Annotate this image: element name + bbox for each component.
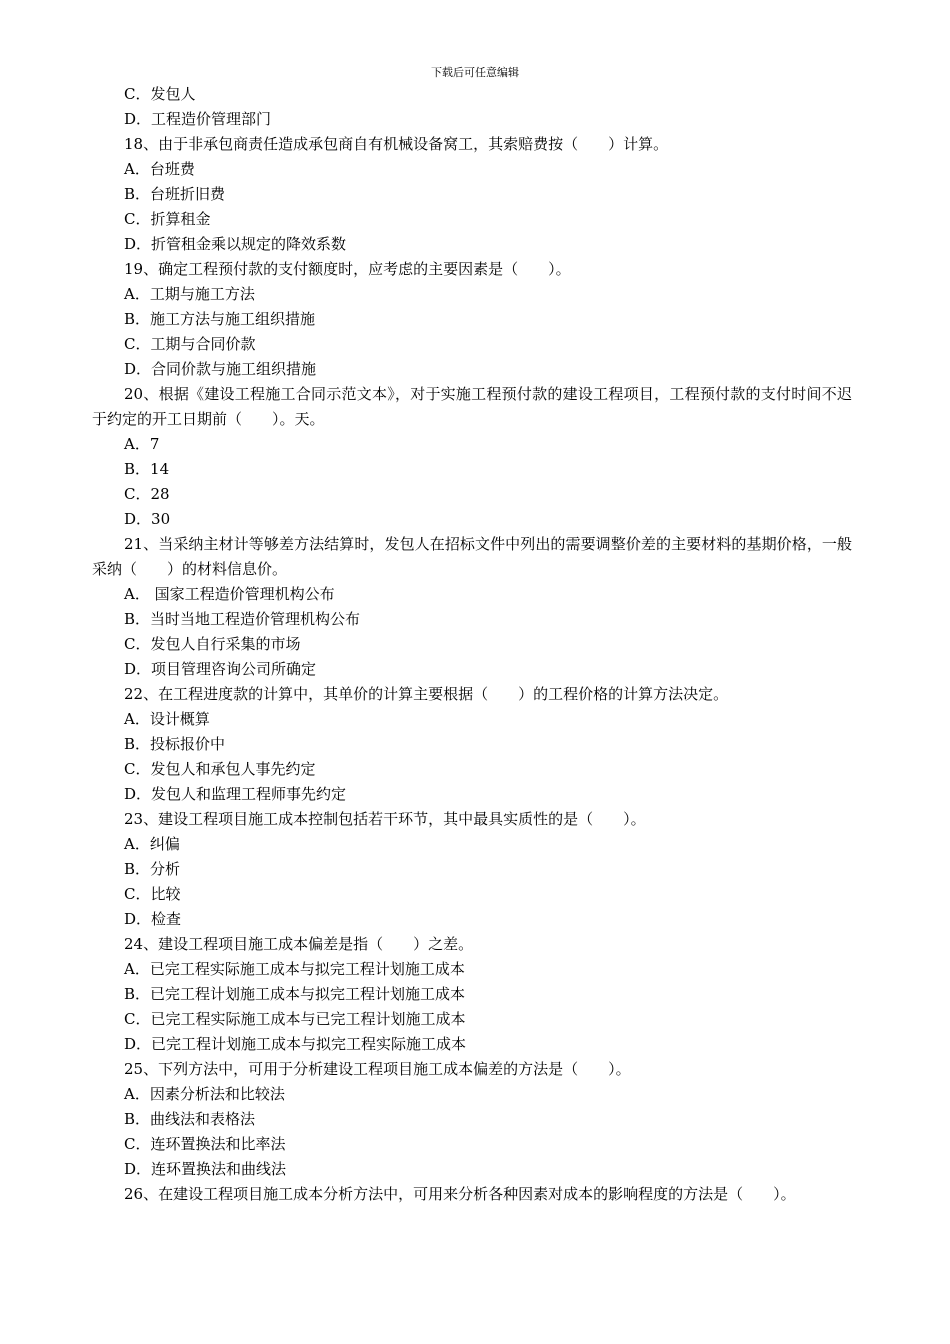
answer-option: A． 国家工程造价管理机构公布 xyxy=(124,585,335,603)
answer-option: B．已完工程计划施工成本与拟完工程计划施工成本 xyxy=(124,985,466,1003)
question-text: 18、由于非承包商责任造成承包商自有机械设备窝工，其索赔费按（ ）计算。 xyxy=(124,135,669,153)
answer-option: D．已完工程计划施工成本与拟完工程实际施工成本 xyxy=(124,1035,467,1053)
page-header: 下载后可任意编辑 xyxy=(431,66,519,79)
answer-option: C．折算租金 xyxy=(124,210,211,228)
answer-option: D．项目管理咨询公司所确定 xyxy=(124,660,317,678)
question-text: 24、建设工程项目施工成本偏差是指（ ）之差。 xyxy=(124,935,474,953)
answer-option: A．已完工程实际施工成本与拟完工程计划施工成本 xyxy=(124,960,465,978)
document-body xyxy=(92,82,852,1207)
answer-option: B．投标报价中 xyxy=(124,735,226,753)
answer-option: C．发包人和承包人事先约定 xyxy=(124,760,316,778)
answer-option: C．发包人 xyxy=(124,85,196,103)
answer-option: B．当时当地工程造价管理机构公布 xyxy=(124,610,361,628)
answer-option: D．连环置换法和曲线法 xyxy=(124,1160,287,1178)
question-text: 19、确定工程预付款的支付额度时，应考虑的主要因素是（ ）。 xyxy=(124,260,571,278)
answer-option: C．28 xyxy=(124,485,170,503)
answer-option: B．分析 xyxy=(124,860,181,878)
question-text: 25、下列方法中，可用于分析建设工程项目施工成本偏差的方法是（ ）。 xyxy=(124,1060,631,1078)
answer-option: A．因素分析法和比较法 xyxy=(124,1085,285,1103)
question-text: 21、当采纳主材计等够差方法结算时，发包人在招标文件中列出的需要调整价差的主要材料的基期价格，一般采纳（ ）的材料信息价。 xyxy=(92,535,852,578)
question-text: 22、在工程进度款的计算中，其单价的计算主要根据（ ）的工程价格的计算方法决定。 xyxy=(124,685,729,703)
question-text: 23、建设工程项目施工成本控制包括若干环节，其中最具实质性的是（ ）。 xyxy=(124,810,646,828)
answer-option: B．施工方法与施工组织措施 xyxy=(124,310,316,328)
answer-option: C．工期与合同价款 xyxy=(124,335,256,353)
answer-option: C．连环置换法和比率法 xyxy=(124,1135,286,1153)
answer-option: B．曲线法和表格法 xyxy=(124,1110,256,1128)
answer-option: A．工期与施工方法 xyxy=(124,285,255,303)
answer-option: A．7 xyxy=(124,435,160,453)
answer-option: B．台班折旧费 xyxy=(124,185,226,203)
question-text: 26、在建设工程项目施工成本分析方法中，可用来分析各种因素对成本的影响程度的方法是（ ）。 xyxy=(124,1185,796,1203)
answer-option: A．设计概算 xyxy=(124,710,210,728)
answer-option: C．发包人自行采集的市场 xyxy=(124,635,301,653)
answer-option: C．比较 xyxy=(124,885,181,903)
answer-option: A．纠偏 xyxy=(124,835,180,853)
answer-option: A．台班费 xyxy=(124,160,195,178)
question-text: 20、根据《建设工程施工合同示范文本》，对于实施工程预付款的建设工程项目，工程预付款的支付时间不迟于约定的开工日期前（ ）。天。 xyxy=(92,385,852,428)
answer-option: D．30 xyxy=(124,510,171,528)
answer-option: D．合同价款与施工组织措施 xyxy=(124,360,317,378)
answer-option: C．已完工程实际施工成本与已完工程计划施工成本 xyxy=(124,1010,466,1028)
answer-option: D．发包人和监理工程师事先约定 xyxy=(124,785,347,803)
answer-option: D．折管租金乘以规定的降效系数 xyxy=(124,235,347,253)
answer-option: D．检查 xyxy=(124,910,182,928)
answer-option: D．工程造价管理部门 xyxy=(124,110,272,128)
answer-option: B．14 xyxy=(124,460,170,478)
